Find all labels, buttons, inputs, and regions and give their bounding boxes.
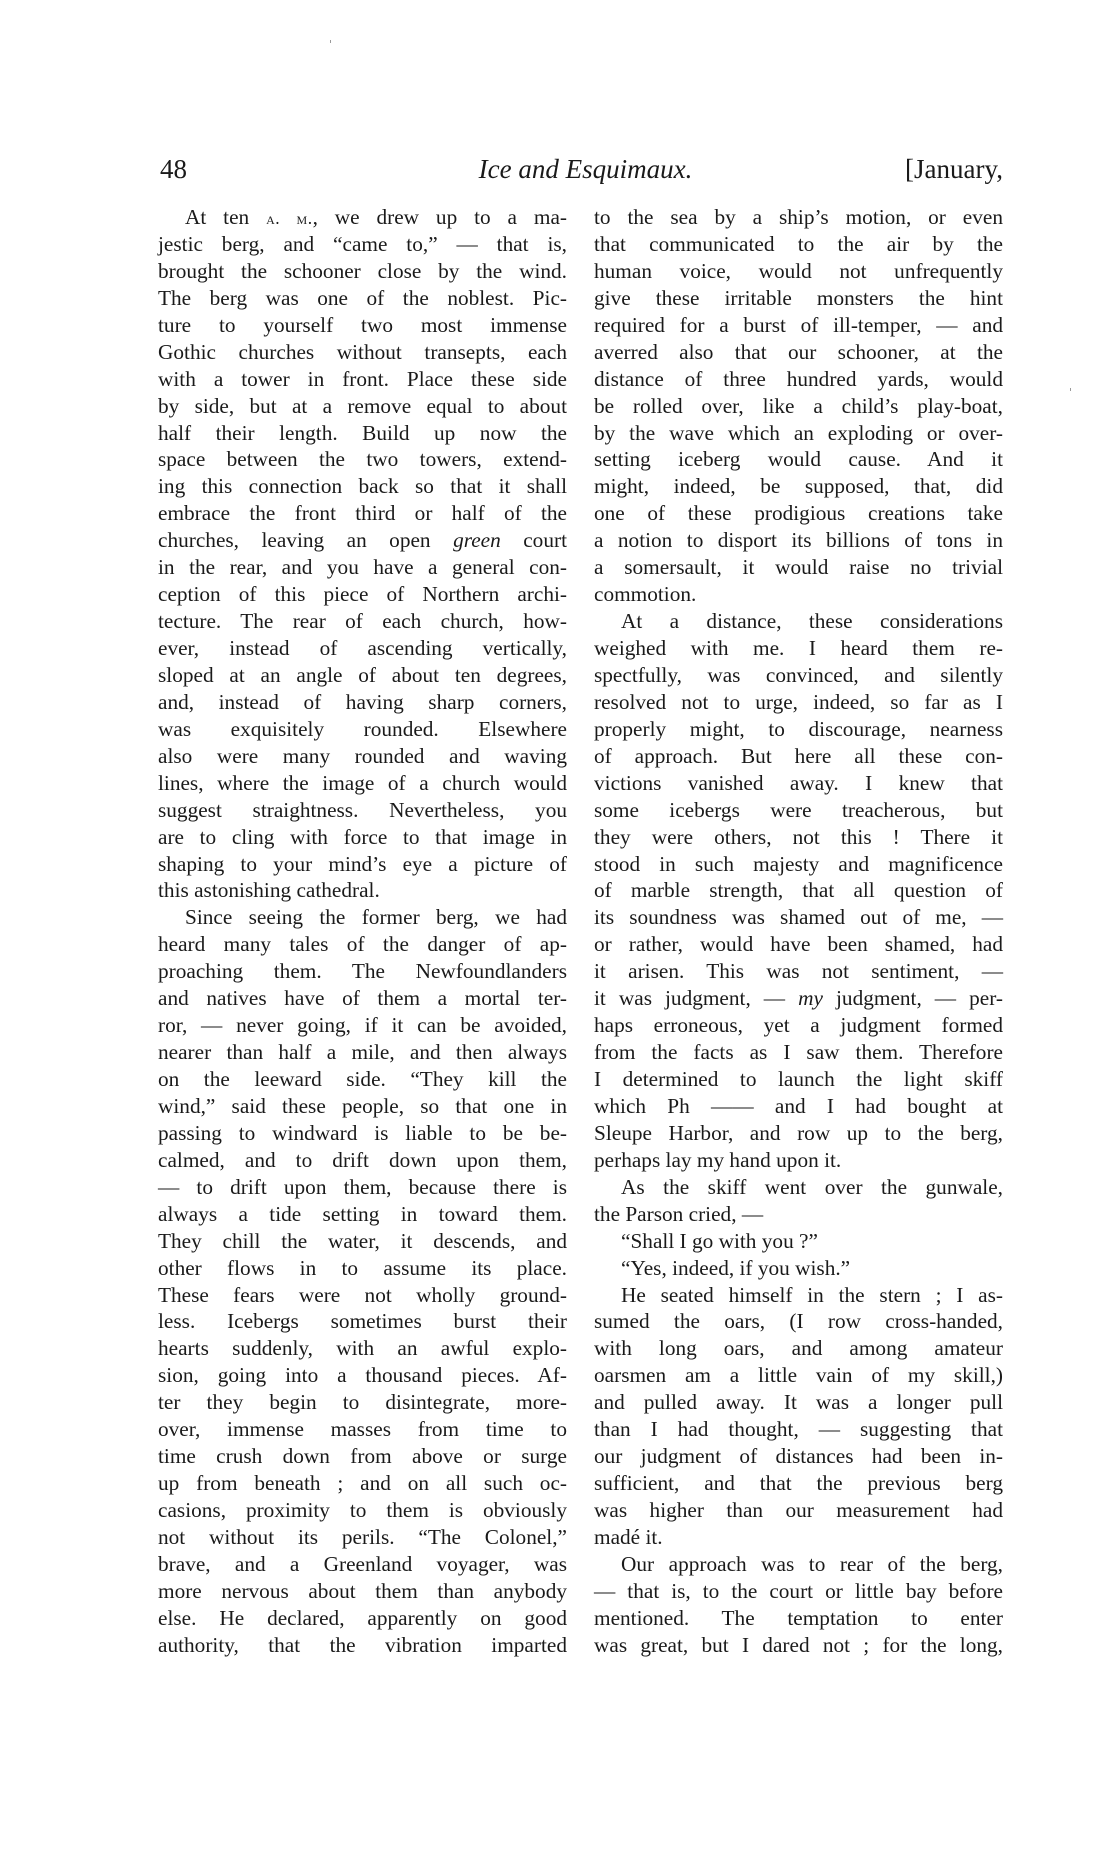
text-line: madé it. [594,1524,663,1549]
text-line: He seated himself in the stern ; I as- [621,1282,1003,1307]
left-text-column [158,204,567,1659]
text-line: of marble strength, that all question of [594,878,1003,903]
text-line: properly might, to discourage, nearness [594,716,1003,741]
text-line: half their length. Build up now the [158,420,567,445]
running-title: Ice and Esquimaux. [478,154,693,184]
text-line: proaching them. The Newfoundlanders [158,959,567,984]
text-line: ter they begin to disintegrate, more- [158,1390,567,1415]
text-line: — that is, to the court or little bay before [594,1578,1003,1603]
text-line: be rolled over, like a child’s play-boat, [594,393,1003,418]
page-number: 48 [160,154,187,184]
text-line: suggest straightness. Nevertheless, you [158,797,567,822]
text-line: sumed the oars, (I row cross-handed, [594,1309,1003,1334]
text-line: up from beneath ; and on all such oc- [158,1471,567,1496]
text-line: they were others, not this ! There it [594,824,1003,849]
text-line: and natives have of them a mortal ter- [158,986,567,1011]
text-line: passing to windward is liable to be be- [158,1120,567,1145]
text-line: sion, going into a thousand pieces. Af- [158,1363,567,1388]
text-line: embrace the front third or half of the [158,501,567,526]
text-line: These fears were not wholly ground- [158,1282,567,1307]
text-line: spectfully, was convinced, and silently [594,662,1003,687]
text-line: victions vanished away. I knew that [594,770,1003,795]
text-line: more nervous about them than anybody [158,1578,567,1603]
text-line: other flows in to assume its place. [158,1255,567,1280]
text-line: sloped at an angle of about ten degrees, [158,662,567,687]
text-line: averred also that our schooner, at the [594,339,1003,364]
text-line: by side, but at a remove equal to about [158,393,567,418]
text-line: ever, instead of ascending vertically, [158,636,567,660]
text-line: in the rear, and you have a general con- [158,555,567,580]
scan-speck [1070,388,1071,391]
text-line: hearts suddenly, with an awful explo- [158,1336,567,1361]
text-line: also were many rounded and waving [158,743,567,768]
text-line: by the wave which an exploding or over- [594,420,1003,445]
text-line: some icebergs were treacherous, but [594,797,1003,822]
text-line: less. Icebergs sometimes burst their [158,1309,567,1334]
text-line: was exquisitely rounded. Elsewhere [158,716,567,741]
text-line: it arisen. This was not sentiment, — [594,959,1003,984]
text-line: always a tide setting in toward them. [158,1201,567,1226]
text-line: lines, where the image of a church would [158,770,567,795]
text-line: this astonishing cathedral. [158,878,380,903]
text-line: nearer than half a mile, and then always [158,1040,567,1065]
text-line: mentioned. The temptation to enter [594,1605,1003,1630]
text-line: ror, — never going, if it can be avoided, [158,1013,567,1038]
text-line: from the facts as I saw them. Therefore [594,1040,1003,1065]
text-line: The berg was one of the noblest. Pic- [158,285,567,310]
text-line: on the leeward side. “They kill the [158,1067,567,1091]
text-line: oarsmen am a little vain of my skill,) [594,1363,1003,1388]
text-line: churches, leaving an open green court [158,528,567,553]
text-line: authority, that the vibration imparted [158,1632,567,1657]
text-line: tecture. The rear of each church, how- [158,609,567,634]
text-line: “Shall I go with you ?” [621,1228,818,1253]
text-line: They chill the water, it descends, and [158,1228,567,1253]
text-line: At ten a. m., we drew up to a ma- [185,205,567,229]
text-line: over, immense masses from time to [158,1417,567,1442]
text-line: wind,” said these people, so that one in [158,1093,567,1118]
text-line: — to drift upon them, because there is [158,1174,567,1199]
text-line: it was judgment, — my judgment, — per- [594,986,1003,1011]
text-line: brave, and a Greenland voyager, was [158,1551,567,1576]
text-line: with a tower in front. Place these side [158,366,567,391]
scan-speck [330,40,331,43]
text-line: was great, but I dared not ; for the long, [594,1632,1003,1657]
text-line: Since seeing the former berg, we had [185,905,567,930]
text-line: not without its perils. “The Colonel,” [158,1524,567,1549]
text-line: As the skiff went over the gunwale, [621,1174,1003,1199]
text-line: than I had thought, — suggesting that [594,1417,1003,1442]
text-line: shaping to your mind’s eye a picture of [158,851,567,876]
text-line: haps erroneous, yet a judgment formed [594,1013,1003,1038]
text-line: that communicated to the air by the [594,231,1003,256]
text-line: ception of this piece of Northern archi- [158,582,567,607]
text-line: setting iceberg would cause. And it [594,447,1003,472]
text-line: “Yes, indeed, if you wish.” [621,1255,851,1280]
text-line: are to cling with force to that image in [158,824,567,849]
text-line: distance of three hundred yards, would [594,366,1003,391]
text-line: casions, proximity to them is obviously [158,1498,567,1522]
text-line: which Ph —— and I had bought at [594,1093,1003,1118]
text-line: ture to yourself two most immense [158,312,567,337]
text-line: commotion. [594,582,697,607]
text-line: its soundness was shamed out of me, — [594,905,1003,930]
text-line: else. He declared, apparently on good [158,1605,567,1630]
text-line: with long oars, and among amateur [594,1336,1003,1361]
text-line: Sleupe Harbor, and row up to the berg, [594,1120,1003,1145]
text-line: or rather, would have been shamed, had [594,932,1003,957]
text-line: required for a burst of ill-temper, — and [594,312,1003,337]
text-line: heard many tales of the danger of ap- [158,932,567,957]
text-line: brought the schooner close by the wind. [158,258,567,283]
running-head [158,152,1003,186]
text-line: resolved not to urge, indeed, so far as I [594,689,1003,714]
text-line: one of these prodigious creations take [594,501,1003,526]
text-line: was higher than our measurement had [594,1498,1003,1522]
text-line: Our approach was to rear of the berg, [621,1551,1003,1576]
text-line: of approach. But here all these con- [594,743,1003,768]
text-line: Gothic churches without transepts, each [158,339,567,364]
text-line: our judgment of distances had been in- [594,1444,1003,1469]
text-line: time crush down from above or surge [158,1444,567,1469]
text-line: sufficient, and that the previous berg [594,1471,1003,1496]
right-text-column [594,204,1003,1659]
text-line: human voice, would not unfrequently [594,258,1003,283]
text-line: the Parson cried, — [594,1201,764,1226]
text-line: a somersault, it would raise no trivial [594,555,1003,580]
text-line: calmed, and to drift down upon them, [158,1147,567,1172]
text-line: give these irritable monsters the hint [594,285,1003,310]
text-line: space between the two towers, extend- [158,447,567,472]
text-line: perhaps lay my hand upon it. [594,1147,842,1172]
text-line: might, indeed, be supposed, that, did [594,474,1003,499]
text-line: At a distance, these considerations [621,609,1003,634]
text-line: weighed with me. I heard them re- [594,636,1003,660]
text-line: and, instead of having sharp corners, [158,689,567,714]
text-line: a notion to disport its billions of tons in [594,528,1003,553]
text-line: stood in such majesty and magnificence [594,851,1003,876]
text-line: to the sea by a ship’s motion, or even [594,205,1003,229]
text-line: I determined to launch the light skiff [594,1067,1003,1091]
text-line: ing this connection back so that it shall [158,474,567,499]
issue-date: [January, [905,154,1003,184]
text-line: and pulled away. It was a longer pull [594,1390,1003,1415]
text-line: jestic berg, and “came to,” — that is, [158,231,567,256]
